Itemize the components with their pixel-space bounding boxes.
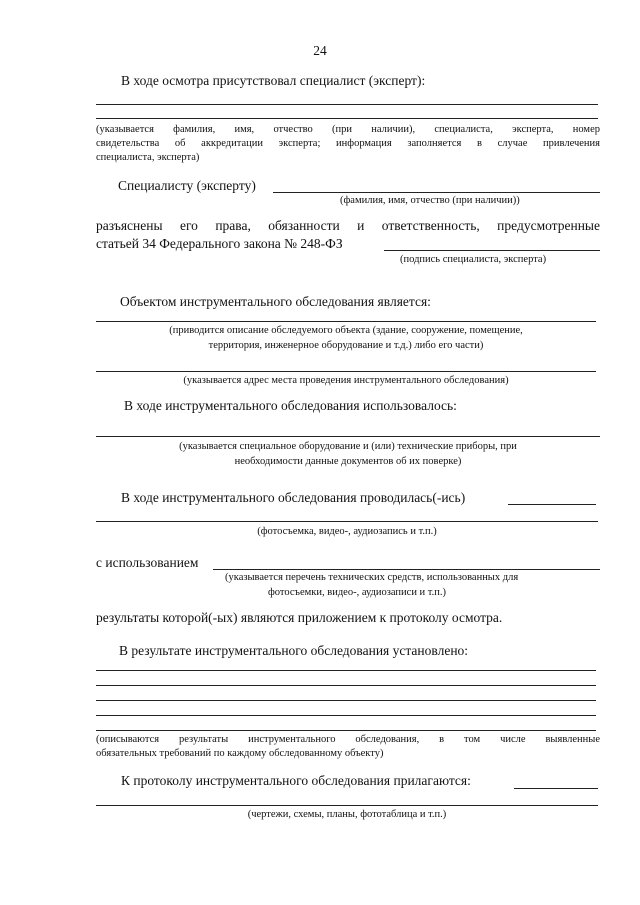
specialist-hint-line-2: свидетельства об аккредитации эксперта; информация заполняется в случае привлечения xyxy=(96,138,600,149)
specialist-to-line[interactable] xyxy=(273,192,600,193)
result-line-2[interactable] xyxy=(96,685,596,686)
attachments-inline-line[interactable] xyxy=(514,788,598,789)
recording-inline-line[interactable] xyxy=(508,504,596,505)
specialist-name-line[interactable] xyxy=(96,104,598,105)
attachments-label: К протоколу инструментального обследования прилагаются: xyxy=(121,773,471,788)
object-label: Объектом инструментального обследования является: xyxy=(120,294,431,309)
recording-label: В ходе инструментального обследования проводилась(-ись) xyxy=(121,490,466,505)
using-hint-line-1: (указывается перечень технических средств, использованных для xyxy=(225,572,519,583)
specialist-hint-line-3: специалиста, эксперта) xyxy=(96,152,200,163)
specialist-hint-line-1: (указывается фамилия, имя, отчество (при наличии), специалиста, эксперта, номер xyxy=(96,124,600,135)
result-hint-line-1: (описываются результаты инструментального обследования, в том числе выявленные xyxy=(96,734,600,745)
result-line-3[interactable] xyxy=(96,700,596,701)
rights-text-line-2: статьей 34 Федерального закона № 248-ФЗ xyxy=(96,236,343,251)
specialist-present-label: В ходе осмотра присутствовал специалист (эксперт): xyxy=(121,73,426,88)
using-label: с использованием xyxy=(96,555,199,570)
object-hint-line-1: (приводится описание обследуемого объекта (здание, сооружение, помещение, xyxy=(169,325,523,336)
equipment-label: В ходе инструментального обследования использовалось: xyxy=(124,398,457,413)
object-address-line[interactable] xyxy=(96,371,596,372)
object-hint-line-2: территория, инженерное оборудование и т.д.) либо его части) xyxy=(208,340,484,351)
result-line-1[interactable] xyxy=(96,670,596,671)
rights-text-line-1: разъяснены его права, обязанности и ответственность, предусмотренные xyxy=(96,218,600,233)
object-description-line[interactable] xyxy=(96,321,596,322)
signature-line[interactable] xyxy=(384,250,600,251)
result-line-5[interactable] xyxy=(96,730,596,731)
signature-hint: (подпись специалиста, эксперта) xyxy=(400,254,547,265)
specialist-to-label: Специалисту (эксперту) xyxy=(118,178,256,193)
results-text: результаты которой(-ых) являются приложением к протоколу осмотра. xyxy=(96,610,503,625)
attachments-line[interactable] xyxy=(96,805,598,806)
result-line-4[interactable] xyxy=(96,715,596,716)
result-label: В результате инструментального обследования установлено: xyxy=(119,643,469,658)
object-address-hint: (указывается адрес места проведения инструментального обследования) xyxy=(183,375,509,386)
equipment-hint-line-1: (указывается специальное оборудование и (или) технические приборы, при xyxy=(179,441,517,452)
recording-type-line[interactable] xyxy=(96,521,598,522)
equipment-line[interactable] xyxy=(96,436,600,437)
equipment-hint-line-2: необходимости данные документов об их поверке) xyxy=(234,456,462,467)
recording-hint: (фотосъемка, видео-, аудиозапись и т.п.) xyxy=(257,526,437,537)
using-line[interactable] xyxy=(213,569,600,570)
using-hint-line-2: фотосъемки, видео-, аудиозаписи и т.п.) xyxy=(268,587,446,598)
specialist-name-line-2[interactable] xyxy=(96,118,598,119)
attachments-hint: (чертежи, схемы, планы, фототаблица и т.п.) xyxy=(247,809,447,820)
result-hint-line-2: обязательных требований по каждому обследованному объекту) xyxy=(96,748,384,759)
specialist-to-hint: (фамилия, имя, отчество (при наличии)) xyxy=(340,195,520,206)
page-number: 24 xyxy=(313,43,327,58)
